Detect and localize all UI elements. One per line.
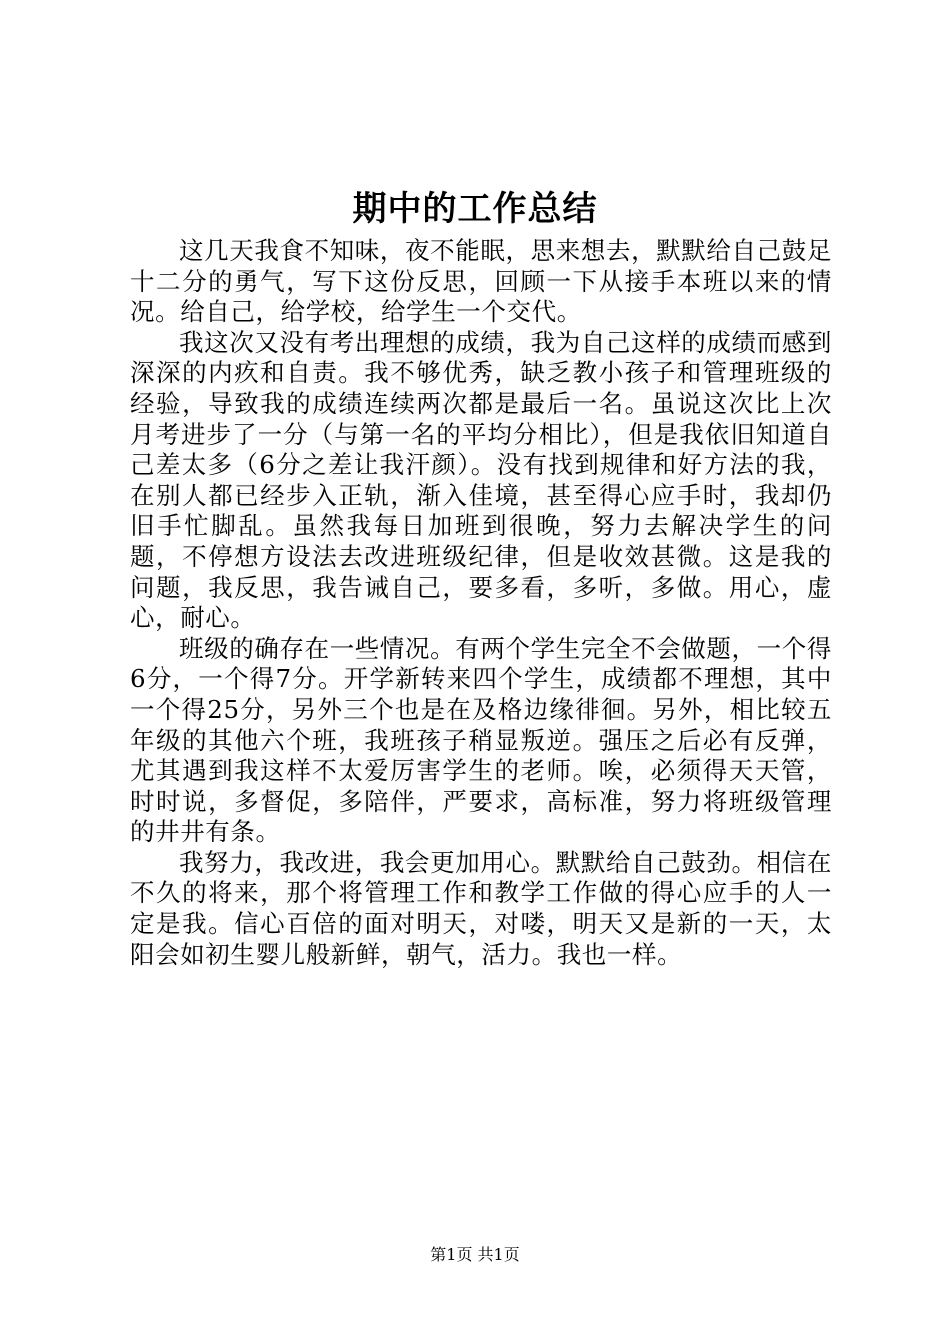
paragraph-2: 我这次又没有考出理想的成绩，我为自己这样的成绩而感到深深的内疚和自责。我不够优秀，缺乏教小孩子和管理班级的经验，导致我的成绩连续两次都是最后一名。虽说这次比上次月考进步了一分（与第一名的平均分相比），但是我依旧知道自己差太多（6分之差让我汗颜）。没有找到规律和好方法的我，在别人都已经步入正轨，渐入佳境，甚至得心应手时，我却仍旧手忙脚乱。虽然我每日加班到很晚，努力去解决学生的问题，不停想方设法去改进班级纪律，但是收效甚微。这是我的问题，我反思，我告诫自己，要多看，多听，多做。用心，虚心，耐心。 bbox=[130, 327, 832, 633]
paragraph-4: 我努力，我改进，我会更加用心。默默给自己鼓劲。相信在不久的将来，那个将管理工作和教学工作做的得心应手的人一定是我。信心百倍的面对明天，对喽，明天又是新的一天，太阳会如初生婴儿般新鲜，朝气，活力。我也一样。 bbox=[130, 847, 832, 969]
page-footer: 第1页 共1页 bbox=[430, 1245, 520, 1264]
document-body bbox=[130, 236, 832, 970]
paragraph-1: 这几天我食不知味，夜不能眠，思来想去，默默给自己鼓足十二分的勇气，写下这份反思，回顾一下从接手本班以来的情况。给自己，给学校，给学生一个交代。 bbox=[130, 236, 832, 327]
paragraph-3: 班级的确存在一些情况。有两个学生完全不会做题，一个得6分，一个得7分。开学新转来四个学生，成绩都不理想，其中一个得25分，另外三个也是在及格边缘徘徊。另外，相比较五年级的其他六个班，我班孩子稍显叛逆。强压之后必有反弹，尤其遇到我这样不太爱厉害学生的老师。唉，必须得天天管，时时说，多督促，多陪伴，严要求，高标准，努力将班级管理的井井有条。 bbox=[130, 633, 832, 847]
document-title: 期中的工作总结 bbox=[352, 189, 598, 229]
